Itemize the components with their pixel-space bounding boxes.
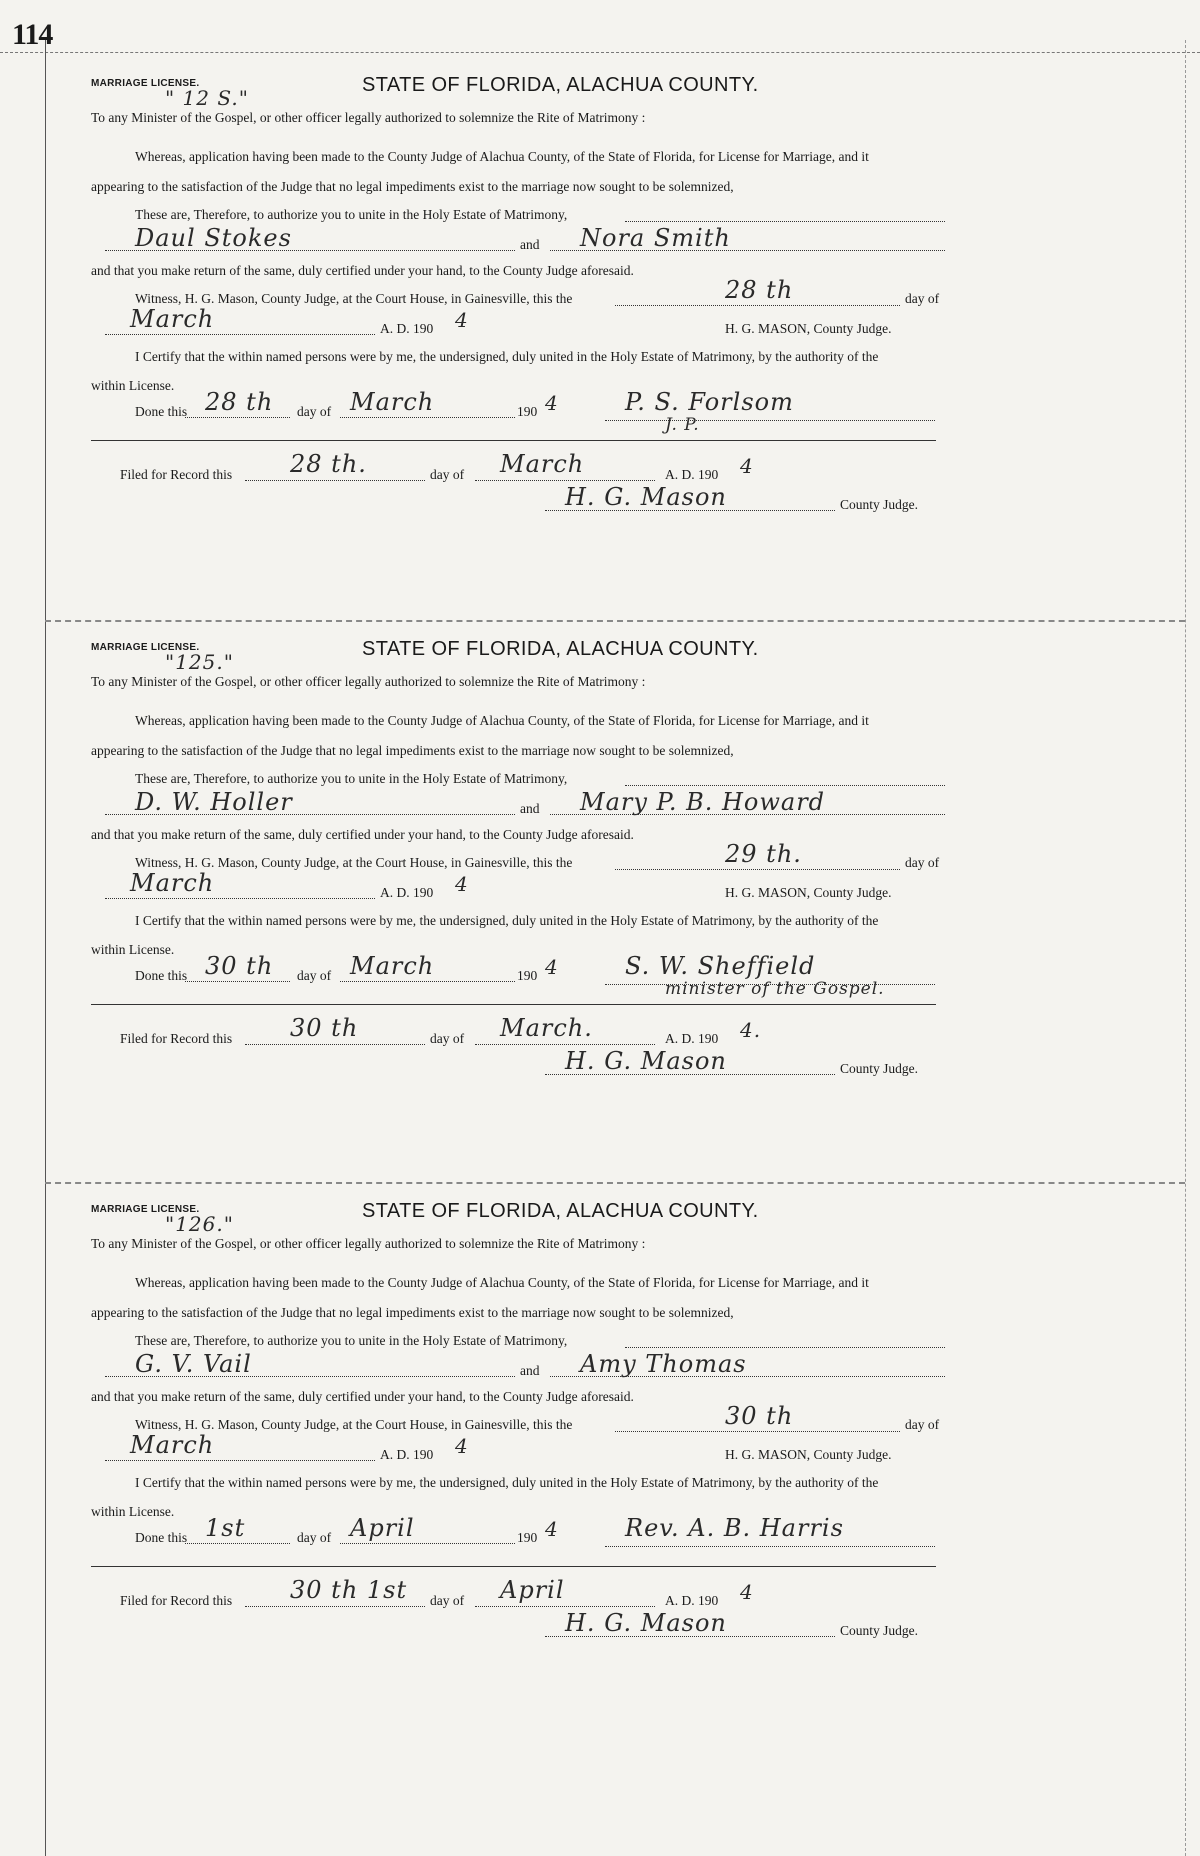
- filed-day-fill: [245, 480, 425, 481]
- certify-text: I Certify that the within named persons were by me, the undersigned, duly united in the Holy Estate of Matrimony, by the authority of the: [135, 913, 879, 928]
- witness-month: March: [130, 869, 215, 897]
- officiant-signature: S. W. Sheffield: [625, 952, 816, 980]
- filed-day-fill: [245, 1044, 425, 1045]
- filed-month-fill: [475, 1606, 655, 1607]
- witness-ad: A. D. 190: [380, 321, 434, 336]
- done-month-fill: [340, 981, 515, 982]
- and-label: and: [520, 801, 540, 816]
- done-year-prefix: 190: [517, 968, 538, 983]
- witness-month: March: [130, 305, 215, 333]
- filed-month: March: [500, 450, 585, 478]
- witness-day-fill: [615, 305, 900, 306]
- these-are-fill-line: [625, 221, 945, 222]
- whereas-text: Whereas, application having been made to the County Judge of Alachua County, of the State of Florida, for License for Marriage, and it: [135, 1275, 869, 1290]
- done-day-fill: [185, 1543, 290, 1544]
- appearing-text: appearing to the satisfaction of the Judge that no legal impediments exist to the marriage now sought to be solemnized,: [91, 179, 734, 194]
- clerk-signature: H. G. Mason: [565, 483, 727, 511]
- section-rule: [91, 1566, 936, 1567]
- filed-label: Filed for Record this: [120, 467, 233, 482]
- salutation: To any Minister of the Gospel, or other officer legally authorized to solemnize the Rite of Matrimony :: [91, 110, 646, 125]
- filed-year-digit: 4.: [740, 1018, 762, 1042]
- filed-label: Filed for Record this: [120, 1593, 233, 1608]
- officiant-fill: [605, 420, 935, 421]
- witness-text: Witness, H. G. Mason, County Judge, at the Court House, in Gainesville, this the: [135, 855, 573, 870]
- done-year-digit: 4: [545, 1517, 559, 1541]
- done-day: 1st: [205, 1514, 246, 1542]
- salutation: To any Minister of the Gospel, or other officer legally authorized to solemnize the Rite of Matrimony :: [91, 674, 646, 689]
- done-month: April: [350, 1514, 415, 1542]
- bride-fill-line: [550, 1376, 945, 1377]
- groom-fill-line: [105, 1376, 515, 1377]
- filed-month-fill: [475, 480, 655, 481]
- county-judge-label: County Judge.: [840, 1061, 919, 1076]
- whereas-text: Whereas, application having been made to the County Judge of Alachua County, of the State of Florida, for License for Marriage, and it: [135, 713, 869, 728]
- bride-name: Nora Smith: [580, 224, 731, 252]
- within-license-text: within License.: [91, 378, 175, 393]
- clerk-fill: [545, 1074, 835, 1075]
- clerk-signature: H. G. Mason: [565, 1047, 727, 1075]
- done-day: 30 th: [205, 952, 274, 980]
- bride-fill-line: [550, 814, 945, 815]
- state-title: STATE OF FLORIDA, ALACHUA COUNTY.: [362, 1200, 759, 1222]
- these-are-text: These are, Therefore, to authorize you to unite in the Holy Estate of Matrimony,: [135, 1333, 568, 1348]
- done-year-digit: 4: [545, 391, 559, 415]
- done-day-of: day of: [297, 1530, 332, 1545]
- officiant-fill: [605, 984, 935, 985]
- return-text: and that you make return of the same, duly certified under your hand, to the County Judge aforesaid.: [91, 263, 634, 278]
- bride-fill-line: [550, 250, 945, 251]
- whereas-text: Whereas, application having been made to the County Judge of Alachua County, of the State of Florida, for License for Marriage, and it: [135, 149, 869, 164]
- judge-title: H. G. MASON, County Judge.: [725, 321, 892, 336]
- marriage-license-label: MARRIAGE LICENSE.: [91, 642, 200, 653]
- witness-ad: A. D. 190: [380, 885, 434, 900]
- witness-day-of: day of: [905, 1417, 940, 1432]
- county-judge-label: County Judge.: [840, 1623, 919, 1638]
- marriage-license-label: MARRIAGE LICENSE.: [91, 78, 200, 89]
- salutation: To any Minister of the Gospel, or other officer legally authorized to solemnize the Rite of Matrimony :: [91, 1236, 646, 1251]
- done-this-label: Done this: [135, 404, 188, 419]
- filed-year-digit: 4: [740, 454, 754, 478]
- officiant-title: minister of the Gospel.: [665, 979, 885, 999]
- judge-title: H. G. MASON, County Judge.: [725, 1447, 892, 1462]
- county-judge-label: County Judge.: [840, 497, 919, 512]
- witness-day-of: day of: [905, 855, 940, 870]
- filed-ad: A. D. 190: [665, 1593, 719, 1608]
- done-day-fill: [185, 981, 290, 982]
- groom-name: Daul Stokes: [135, 224, 292, 252]
- done-day-of: day of: [297, 404, 332, 419]
- within-license-text: within License.: [91, 942, 175, 957]
- top-rule: [0, 52, 1200, 53]
- filed-month-fill: [475, 1044, 655, 1045]
- witness-day-of: day of: [905, 291, 940, 306]
- clerk-fill: [545, 510, 835, 511]
- done-month-fill: [340, 1543, 515, 1544]
- appearing-text: appearing to the satisfaction of the Judge that no legal impediments exist to the marriage now sought to be solemnized,: [91, 743, 734, 758]
- witness-ad: A. D. 190: [380, 1447, 434, 1462]
- clerk-signature: H. G. Mason: [565, 1609, 727, 1637]
- these-are-text: These are, Therefore, to authorize you to unite in the Holy Estate of Matrimony,: [135, 771, 568, 786]
- filed-month: March.: [500, 1014, 593, 1042]
- groom-fill-line: [105, 250, 515, 251]
- witness-day: 29 th.: [725, 840, 802, 868]
- and-label: and: [520, 1363, 540, 1378]
- groom-name: D. W. Holler: [135, 788, 293, 816]
- witness-text: Witness, H. G. Mason, County Judge, at the Court House, in Gainesville, this the: [135, 291, 573, 306]
- witness-day-fill: [615, 1431, 900, 1432]
- filed-label: Filed for Record this: [120, 1031, 233, 1046]
- officiant-signature: Rev. A. B. Harris: [625, 1514, 844, 1542]
- done-this-label: Done this: [135, 1530, 188, 1545]
- these-are-fill-line: [625, 785, 945, 786]
- these-are-fill-line: [625, 1347, 945, 1348]
- filed-day-of: day of: [430, 1031, 465, 1046]
- witness-month-fill: [105, 898, 375, 899]
- filed-day: 28 th.: [290, 450, 367, 478]
- section-rule: [91, 440, 936, 441]
- officiant-title: J. P.: [665, 415, 700, 435]
- clerk-fill: [545, 1636, 835, 1637]
- filed-day-of: day of: [430, 1593, 465, 1608]
- filed-day-of: day of: [430, 467, 465, 482]
- return-text: and that you make return of the same, duly certified under your hand, to the County Judge aforesaid.: [91, 827, 634, 842]
- filed-day: 30 th 1st: [290, 1576, 408, 1604]
- marriage-license-3: [45, 1182, 1185, 1746]
- section-rule: [91, 1004, 936, 1005]
- license-number: "125.": [165, 650, 234, 674]
- filed-ad: A. D. 190: [665, 467, 719, 482]
- groom-fill-line: [105, 814, 515, 815]
- marriage-license-2: [45, 620, 1185, 1184]
- and-label: and: [520, 237, 540, 252]
- witness-month: March: [130, 1431, 215, 1459]
- filed-year-digit: 4: [740, 1580, 754, 1604]
- witness-day-fill: [615, 869, 900, 870]
- marriage-license-label: MARRIAGE LICENSE.: [91, 1204, 200, 1215]
- certify-text: I Certify that the within named persons were by me, the undersigned, duly united in the Holy Estate of Matrimony, by the authority of the: [135, 349, 879, 364]
- done-year-prefix: 190: [517, 404, 538, 419]
- done-this-label: Done this: [135, 968, 188, 983]
- these-are-text: These are, Therefore, to authorize you to unite in the Holy Estate of Matrimony,: [135, 207, 568, 222]
- officiant-fill: [605, 1546, 935, 1547]
- witness-year-digit: 4: [455, 308, 469, 332]
- judge-title: H. G. MASON, County Judge.: [725, 885, 892, 900]
- return-text: and that you make return of the same, duly certified under your hand, to the County Judge aforesaid.: [91, 1389, 634, 1404]
- witness-year-digit: 4: [455, 1434, 469, 1458]
- certify-text: I Certify that the within named persons were by me, the undersigned, duly united in the Holy Estate of Matrimony, by the authority of the: [135, 1475, 879, 1490]
- state-title: STATE OF FLORIDA, ALACHUA COUNTY.: [362, 74, 759, 96]
- groom-name: G. V. Vail: [135, 1350, 252, 1378]
- bride-name: Mary P. B. Howard: [580, 788, 826, 816]
- done-day: 28 th: [205, 388, 274, 416]
- filed-month: April: [500, 1576, 565, 1604]
- done-month-fill: [340, 417, 515, 418]
- witness-month-fill: [105, 334, 375, 335]
- page-number: 114: [12, 18, 53, 51]
- witness-text: Witness, H. G. Mason, County Judge, at the Court House, in Gainesville, this the: [135, 1417, 573, 1432]
- license-number: "126.": [165, 1212, 234, 1236]
- license-number: " 12 S.": [165, 86, 249, 110]
- officiant-signature: P. S. Forlsom: [625, 388, 794, 416]
- filed-day: 30 th: [290, 1014, 359, 1042]
- done-day-fill: [185, 417, 290, 418]
- done-year-prefix: 190: [517, 1530, 538, 1545]
- filed-day-fill: [245, 1606, 425, 1607]
- bride-name: Amy Thomas: [580, 1350, 747, 1378]
- done-year-digit: 4: [545, 955, 559, 979]
- within-license-text: within License.: [91, 1504, 175, 1519]
- witness-day: 30 th: [725, 1402, 794, 1430]
- right-margin-rule: [1185, 40, 1186, 1856]
- done-day-of: day of: [297, 968, 332, 983]
- done-month: March: [350, 388, 435, 416]
- witness-day: 28 th: [725, 276, 794, 304]
- filed-ad: A. D. 190: [665, 1031, 719, 1046]
- marriage-license-1: [45, 58, 1185, 620]
- witness-year-digit: 4: [455, 872, 469, 896]
- done-month: March: [350, 952, 435, 980]
- appearing-text: appearing to the satisfaction of the Judge that no legal impediments exist to the marriage now sought to be solemnized,: [91, 1305, 734, 1320]
- witness-month-fill: [105, 1460, 375, 1461]
- state-title: STATE OF FLORIDA, ALACHUA COUNTY.: [362, 638, 759, 660]
